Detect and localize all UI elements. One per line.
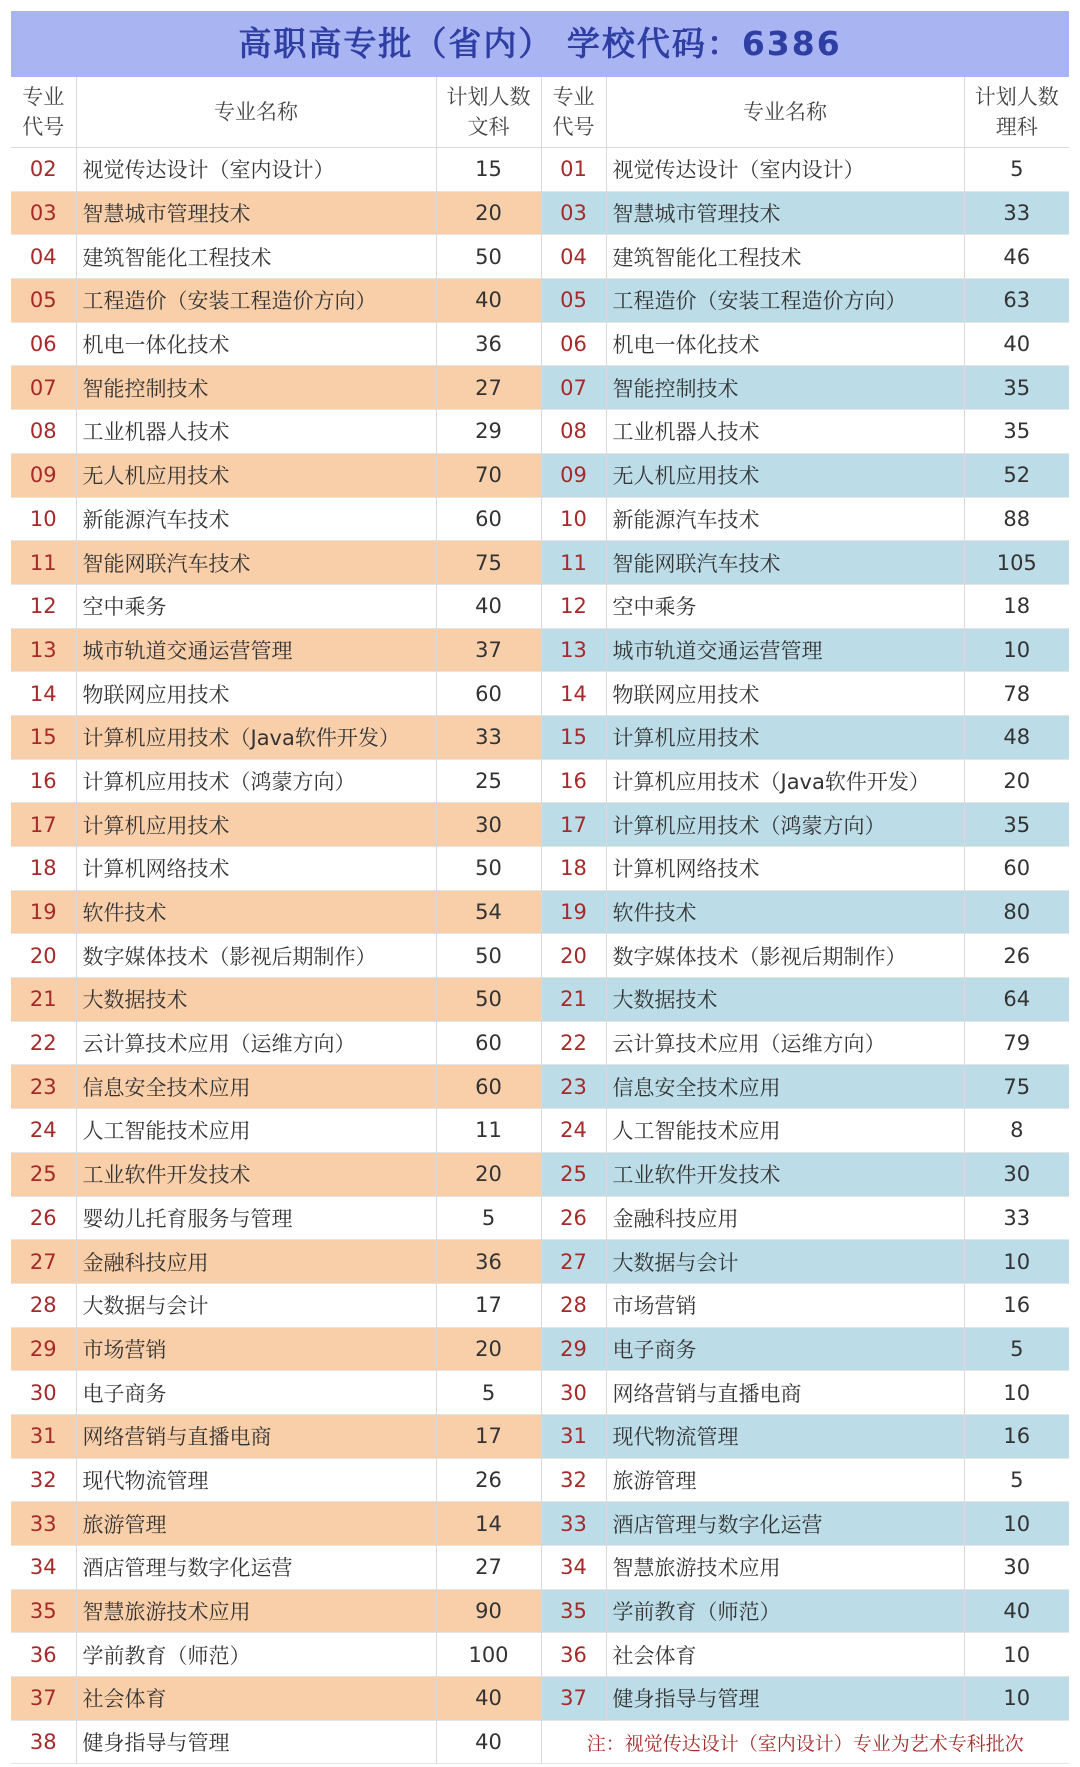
major-code: 36: [11, 1633, 76, 1677]
major-code: 30: [541, 1371, 606, 1415]
major-name: 智慧城市管理技术: [606, 191, 964, 235]
arts-plan-count: 17: [436, 1283, 541, 1327]
header-sci: 计划人数 理科: [964, 77, 1069, 148]
major-code: 22: [11, 1021, 76, 1065]
arts-plan-count: 60: [436, 497, 541, 541]
major-code: 38: [11, 1720, 76, 1764]
major-code: 23: [541, 1065, 606, 1109]
table-row: [11, 1414, 1069, 1458]
science-plan-count: 10: [964, 628, 1069, 672]
major-name: 信息安全技术应用: [76, 1065, 436, 1109]
major-name: 云计算技术应用（运维方向）: [76, 1021, 436, 1065]
arts-plan-count: 36: [436, 1240, 541, 1284]
major-code: 03: [541, 191, 606, 235]
science-plan-count: 35: [964, 366, 1069, 410]
table-row: [11, 235, 1069, 279]
science-plan-count: 10: [964, 1677, 1069, 1721]
major-name: 智能控制技术: [76, 366, 436, 410]
major-code: 23: [11, 1065, 76, 1109]
major-code: 02: [11, 148, 76, 192]
major-code: 24: [541, 1109, 606, 1153]
major-code: 24: [11, 1109, 76, 1153]
major-code: 07: [541, 366, 606, 410]
major-name: 智能网联汽车技术: [606, 541, 964, 585]
major-code: 33: [11, 1502, 76, 1546]
major-code: 07: [11, 366, 76, 410]
table-row: [11, 1109, 1069, 1153]
major-name: 云计算技术应用（运维方向）: [606, 1021, 964, 1065]
science-plan-count: 10: [964, 1240, 1069, 1284]
major-code: 32: [11, 1458, 76, 1502]
major-code: 11: [11, 541, 76, 585]
table-row: [11, 1371, 1069, 1415]
major-name: 工业软件开发技术: [76, 1152, 436, 1196]
major-name: 工业机器人技术: [76, 410, 436, 454]
science-plan-count: 105: [964, 541, 1069, 585]
major-code: 22: [541, 1021, 606, 1065]
science-plan-count: 40: [964, 1589, 1069, 1633]
enrollment-table: [11, 77, 1069, 1764]
page-title: 高职高专批（省内） 学校代码：6386: [11, 11, 1069, 77]
table-row: [11, 1720, 1069, 1764]
major-name: 城市轨道交通运营管理: [606, 628, 964, 672]
major-name: 数字媒体技术（影视后期制作）: [606, 934, 964, 978]
table-row: [11, 1021, 1069, 1065]
arts-plan-count: 17: [436, 1414, 541, 1458]
arts-plan-count: 25: [436, 759, 541, 803]
major-code: 29: [541, 1327, 606, 1371]
table-row: [11, 279, 1069, 323]
major-code: 09: [541, 453, 606, 497]
major-code: 36: [541, 1633, 606, 1677]
major-name: 工程造价（安装工程造价方向）: [76, 279, 436, 323]
major-name: 计算机应用技术（鸿蒙方向）: [606, 803, 964, 847]
major-code: 31: [11, 1414, 76, 1458]
major-code: 15: [11, 715, 76, 759]
science-plan-count: 35: [964, 803, 1069, 847]
major-name: 电子商务: [606, 1327, 964, 1371]
arts-plan-count: 40: [436, 1720, 541, 1764]
arts-plan-count: 100: [436, 1633, 541, 1677]
arts-plan-count: 90: [436, 1589, 541, 1633]
major-name: 金融科技应用: [606, 1196, 964, 1240]
major-name: 网络营销与直播电商: [76, 1414, 436, 1458]
major-name: 学前教育（师范）: [606, 1589, 964, 1633]
science-plan-count: 18: [1003, 594, 1031, 619]
major-code: 34: [11, 1546, 76, 1590]
major-code: 33: [541, 1502, 606, 1546]
header-row: [11, 77, 1069, 148]
major-name: 市场营销: [76, 1327, 436, 1371]
arts-plan-count: 30: [436, 803, 541, 847]
major-code: 21: [11, 978, 76, 1022]
major-name: 空中乘务: [76, 584, 436, 628]
arts-plan-count: 15: [436, 148, 541, 192]
table-row: [11, 541, 1069, 585]
major-name: 城市轨道交通运营管理: [76, 628, 436, 672]
arts-plan-count: 50: [436, 978, 541, 1022]
major-name: 信息安全技术应用: [606, 1065, 964, 1109]
science-plan-count: 79: [1003, 1031, 1031, 1056]
science-plan-count: 63: [964, 279, 1069, 323]
arts-plan-count: 50: [436, 847, 541, 891]
major-name: 电子商务: [76, 1371, 436, 1415]
science-plan-count: 78: [1003, 681, 1031, 706]
major-name: 人工智能技术应用: [76, 1109, 436, 1153]
arts-plan-count: 20: [436, 1152, 541, 1196]
major-name: 建筑智能化工程技术: [76, 235, 436, 279]
major-code: 25: [11, 1152, 76, 1196]
major-name: 现代物流管理: [76, 1458, 436, 1502]
major-code: 17: [541, 803, 606, 847]
arts-plan-count: 27: [436, 1546, 541, 1590]
table-row: [11, 847, 1069, 891]
major-code: 19: [541, 890, 606, 934]
major-code: 10: [541, 497, 606, 541]
table-row: [11, 759, 1069, 803]
major-name: 无人机应用技术: [606, 453, 964, 497]
header-code-left: 专业 代号: [11, 77, 76, 148]
arts-plan-count: 60: [436, 1065, 541, 1109]
major-name: 大数据与会计: [76, 1283, 436, 1327]
table-row: [11, 497, 1069, 541]
arts-plan-count: 60: [436, 1021, 541, 1065]
major-name: 建筑智能化工程技术: [606, 235, 964, 279]
major-name: 无人机应用技术: [76, 453, 436, 497]
arts-plan-count: 33: [436, 715, 541, 759]
major-name: 酒店管理与数字化运营: [606, 1502, 964, 1546]
major-name: 工程造价（安装工程造价方向）: [606, 279, 964, 323]
table-row: [11, 1633, 1069, 1677]
major-code: 14: [541, 672, 606, 716]
header-name-left: 专业名称: [76, 77, 436, 148]
table-row: [11, 1327, 1069, 1371]
major-name: 人工智能技术应用: [606, 1109, 964, 1153]
major-code: 37: [11, 1677, 76, 1721]
major-name: 智能控制技术: [606, 366, 964, 410]
science-plan-count: 80: [964, 890, 1069, 934]
major-code: 04: [541, 235, 606, 279]
table-row: [11, 934, 1069, 978]
science-plan-count: 26: [1003, 943, 1031, 968]
major-code: 27: [11, 1240, 76, 1284]
table-row: [11, 890, 1069, 934]
major-code: 35: [541, 1589, 606, 1633]
arts-plan-count: 54: [436, 890, 541, 934]
major-name: 大数据技术: [606, 978, 964, 1022]
science-plan-count: 64: [964, 978, 1069, 1022]
major-code: 16: [11, 759, 76, 803]
major-code: 08: [11, 410, 76, 454]
major-code: 06: [541, 322, 606, 366]
table-row: [11, 1152, 1069, 1196]
header-code-right: 专业 代号: [541, 77, 606, 148]
major-name: 智能网联汽车技术: [76, 541, 436, 585]
major-name: 工业机器人技术: [606, 410, 964, 454]
arts-plan-count: 40: [436, 1677, 541, 1721]
major-code: 10: [11, 497, 76, 541]
major-code: 03: [11, 191, 76, 235]
science-plan-count: 5: [964, 1327, 1069, 1371]
major-name: 物联网应用技术: [606, 672, 964, 716]
table-row: [11, 148, 1069, 192]
table-row: [11, 1589, 1069, 1633]
major-name: 旅游管理: [606, 1458, 964, 1502]
arts-plan-count: 60: [436, 672, 541, 716]
major-name: 健身指导与管理: [606, 1677, 964, 1721]
arts-plan-count: 36: [436, 322, 541, 366]
header-arts: 计划人数 文科: [436, 77, 541, 148]
science-plan-count: 30: [964, 1152, 1069, 1196]
footnote: 注：视觉传达设计（室内设计）专业为艺术专科批次: [586, 1732, 1024, 1755]
science-plan-count: 5: [1010, 157, 1024, 182]
arts-plan-count: 40: [436, 584, 541, 628]
major-code: 26: [541, 1196, 606, 1240]
arts-plan-count: 27: [436, 366, 541, 410]
science-plan-count: 16: [1003, 1293, 1031, 1318]
major-code: 12: [11, 584, 76, 628]
table-row: [11, 803, 1069, 847]
major-code: 29: [11, 1327, 76, 1371]
major-code: 12: [541, 584, 606, 628]
major-code: 21: [541, 978, 606, 1022]
major-name: 旅游管理: [76, 1502, 436, 1546]
major-code: 31: [541, 1414, 606, 1458]
header-name-right: 专业名称: [606, 77, 964, 148]
major-code: 27: [541, 1240, 606, 1284]
major-code: 01: [541, 148, 606, 192]
science-plan-count: 88: [1003, 506, 1031, 531]
science-plan-count: 48: [964, 715, 1069, 759]
major-name: 学前教育（师范）: [76, 1633, 436, 1677]
arts-plan-count: 50: [436, 235, 541, 279]
major-code: 19: [11, 890, 76, 934]
arts-plan-count: 75: [436, 541, 541, 585]
major-code: 34: [541, 1546, 606, 1590]
major-name: 软件技术: [76, 890, 436, 934]
major-name: 机电一体化技术: [606, 322, 964, 366]
major-name: 婴幼儿托育服务与管理: [76, 1196, 436, 1240]
major-code: 35: [11, 1589, 76, 1633]
science-plan-count: 5: [1010, 1467, 1024, 1492]
table-row: [11, 978, 1069, 1022]
major-code: 30: [11, 1371, 76, 1415]
major-code: 05: [541, 279, 606, 323]
science-plan-count: 10: [1003, 1642, 1031, 1667]
table-row: [11, 1283, 1069, 1327]
enrollment-plan-document: [11, 11, 1069, 1764]
major-name: 数字媒体技术（影视后期制作）: [76, 934, 436, 978]
major-code: 20: [11, 934, 76, 978]
arts-plan-count: 29: [436, 410, 541, 454]
major-name: 计算机应用技术: [606, 715, 964, 759]
arts-plan-count: 40: [436, 279, 541, 323]
table-row: [11, 453, 1069, 497]
science-plan-count: 33: [964, 191, 1069, 235]
major-code: 05: [11, 279, 76, 323]
arts-plan-count: 5: [436, 1196, 541, 1240]
table-row: [11, 1458, 1069, 1502]
table-row: [11, 191, 1069, 235]
major-code: 26: [11, 1196, 76, 1240]
science-plan-count: 46: [1003, 244, 1031, 269]
table-row: [11, 1502, 1069, 1546]
science-plan-count: 52: [964, 453, 1069, 497]
major-name: 社会体育: [606, 1633, 964, 1677]
arts-plan-count: 5: [436, 1371, 541, 1415]
major-code: 09: [11, 453, 76, 497]
science-plan-count: 60: [1003, 856, 1031, 881]
major-name: 计算机应用技术（鸿蒙方向）: [76, 759, 436, 803]
science-plan-count: 35: [1003, 419, 1031, 444]
major-code: 28: [541, 1283, 606, 1327]
table-row: [11, 1240, 1069, 1284]
major-code: 32: [541, 1458, 606, 1502]
major-name: 视觉传达设计（室内设计）: [76, 148, 436, 192]
table-row: [11, 1677, 1069, 1721]
major-name: 计算机应用技术（Java软件开发）: [76, 715, 436, 759]
major-code: 20: [541, 934, 606, 978]
table-row: [11, 584, 1069, 628]
arts-plan-count: 37: [436, 628, 541, 672]
major-name: 新能源汽车技术: [76, 497, 436, 541]
science-plan-count: 20: [1003, 768, 1031, 793]
science-plan-count: 33: [1003, 1205, 1031, 1230]
science-plan-count: 10: [1003, 1380, 1031, 1405]
table-row: [11, 1065, 1069, 1109]
arts-plan-count: 70: [436, 453, 541, 497]
major-name: 现代物流管理: [606, 1414, 964, 1458]
major-name: 物联网应用技术: [76, 672, 436, 716]
major-code: 37: [541, 1677, 606, 1721]
arts-plan-count: 20: [436, 191, 541, 235]
major-code: 17: [11, 803, 76, 847]
arts-plan-count: 14: [436, 1502, 541, 1546]
major-name: 软件技术: [606, 890, 964, 934]
major-code: 18: [11, 847, 76, 891]
table-row: [11, 1546, 1069, 1590]
major-code: 25: [541, 1152, 606, 1196]
major-code: 06: [11, 322, 76, 366]
major-code: 15: [541, 715, 606, 759]
major-code: 13: [541, 628, 606, 672]
table-row: [11, 322, 1069, 366]
major-name: 大数据技术: [76, 978, 436, 1022]
major-code: 11: [541, 541, 606, 585]
major-code: 04: [11, 235, 76, 279]
major-name: 健身指导与管理: [76, 1720, 436, 1764]
major-name: 金融科技应用: [76, 1240, 436, 1284]
major-name: 计算机网络技术: [606, 847, 964, 891]
major-code: 28: [11, 1283, 76, 1327]
table-row: [11, 715, 1069, 759]
arts-plan-count: 26: [436, 1458, 541, 1502]
major-code: 13: [11, 628, 76, 672]
table-row: [11, 628, 1069, 672]
science-plan-count: 75: [964, 1065, 1069, 1109]
major-code: 14: [11, 672, 76, 716]
major-name: 工业软件开发技术: [606, 1152, 964, 1196]
science-plan-count: 30: [1003, 1555, 1031, 1580]
major-code: 16: [541, 759, 606, 803]
major-name: 酒店管理与数字化运营: [76, 1546, 436, 1590]
arts-plan-count: 20: [436, 1327, 541, 1371]
major-name: 市场营销: [606, 1283, 964, 1327]
science-plan-count: 16: [964, 1414, 1069, 1458]
major-name: 计算机应用技术: [76, 803, 436, 847]
science-plan-count: 8: [1010, 1118, 1024, 1143]
major-name: 网络营销与直播电商: [606, 1371, 964, 1415]
table-row: [11, 366, 1069, 410]
major-name: 视觉传达设计（室内设计）: [606, 148, 964, 192]
science-plan-count: 10: [964, 1502, 1069, 1546]
major-name: 智慧旅游技术应用: [76, 1589, 436, 1633]
science-plan-count: 40: [1003, 332, 1031, 357]
arts-plan-count: 11: [436, 1109, 541, 1153]
major-name: 空中乘务: [606, 584, 964, 628]
major-name: 大数据与会计: [606, 1240, 964, 1284]
major-name: 计算机应用技术（Java软件开发）: [606, 759, 964, 803]
major-name: 智慧城市管理技术: [76, 191, 436, 235]
arts-plan-count: 50: [436, 934, 541, 978]
major-name: 智慧旅游技术应用: [606, 1546, 964, 1590]
table-row: [11, 1196, 1069, 1240]
major-name: 计算机网络技术: [76, 847, 436, 891]
major-name: 机电一体化技术: [76, 322, 436, 366]
major-code: 08: [541, 410, 606, 454]
table-row: [11, 672, 1069, 716]
table-row: [11, 410, 1069, 454]
major-code: 18: [541, 847, 606, 891]
major-name: 新能源汽车技术: [606, 497, 964, 541]
major-name: 社会体育: [76, 1677, 436, 1721]
